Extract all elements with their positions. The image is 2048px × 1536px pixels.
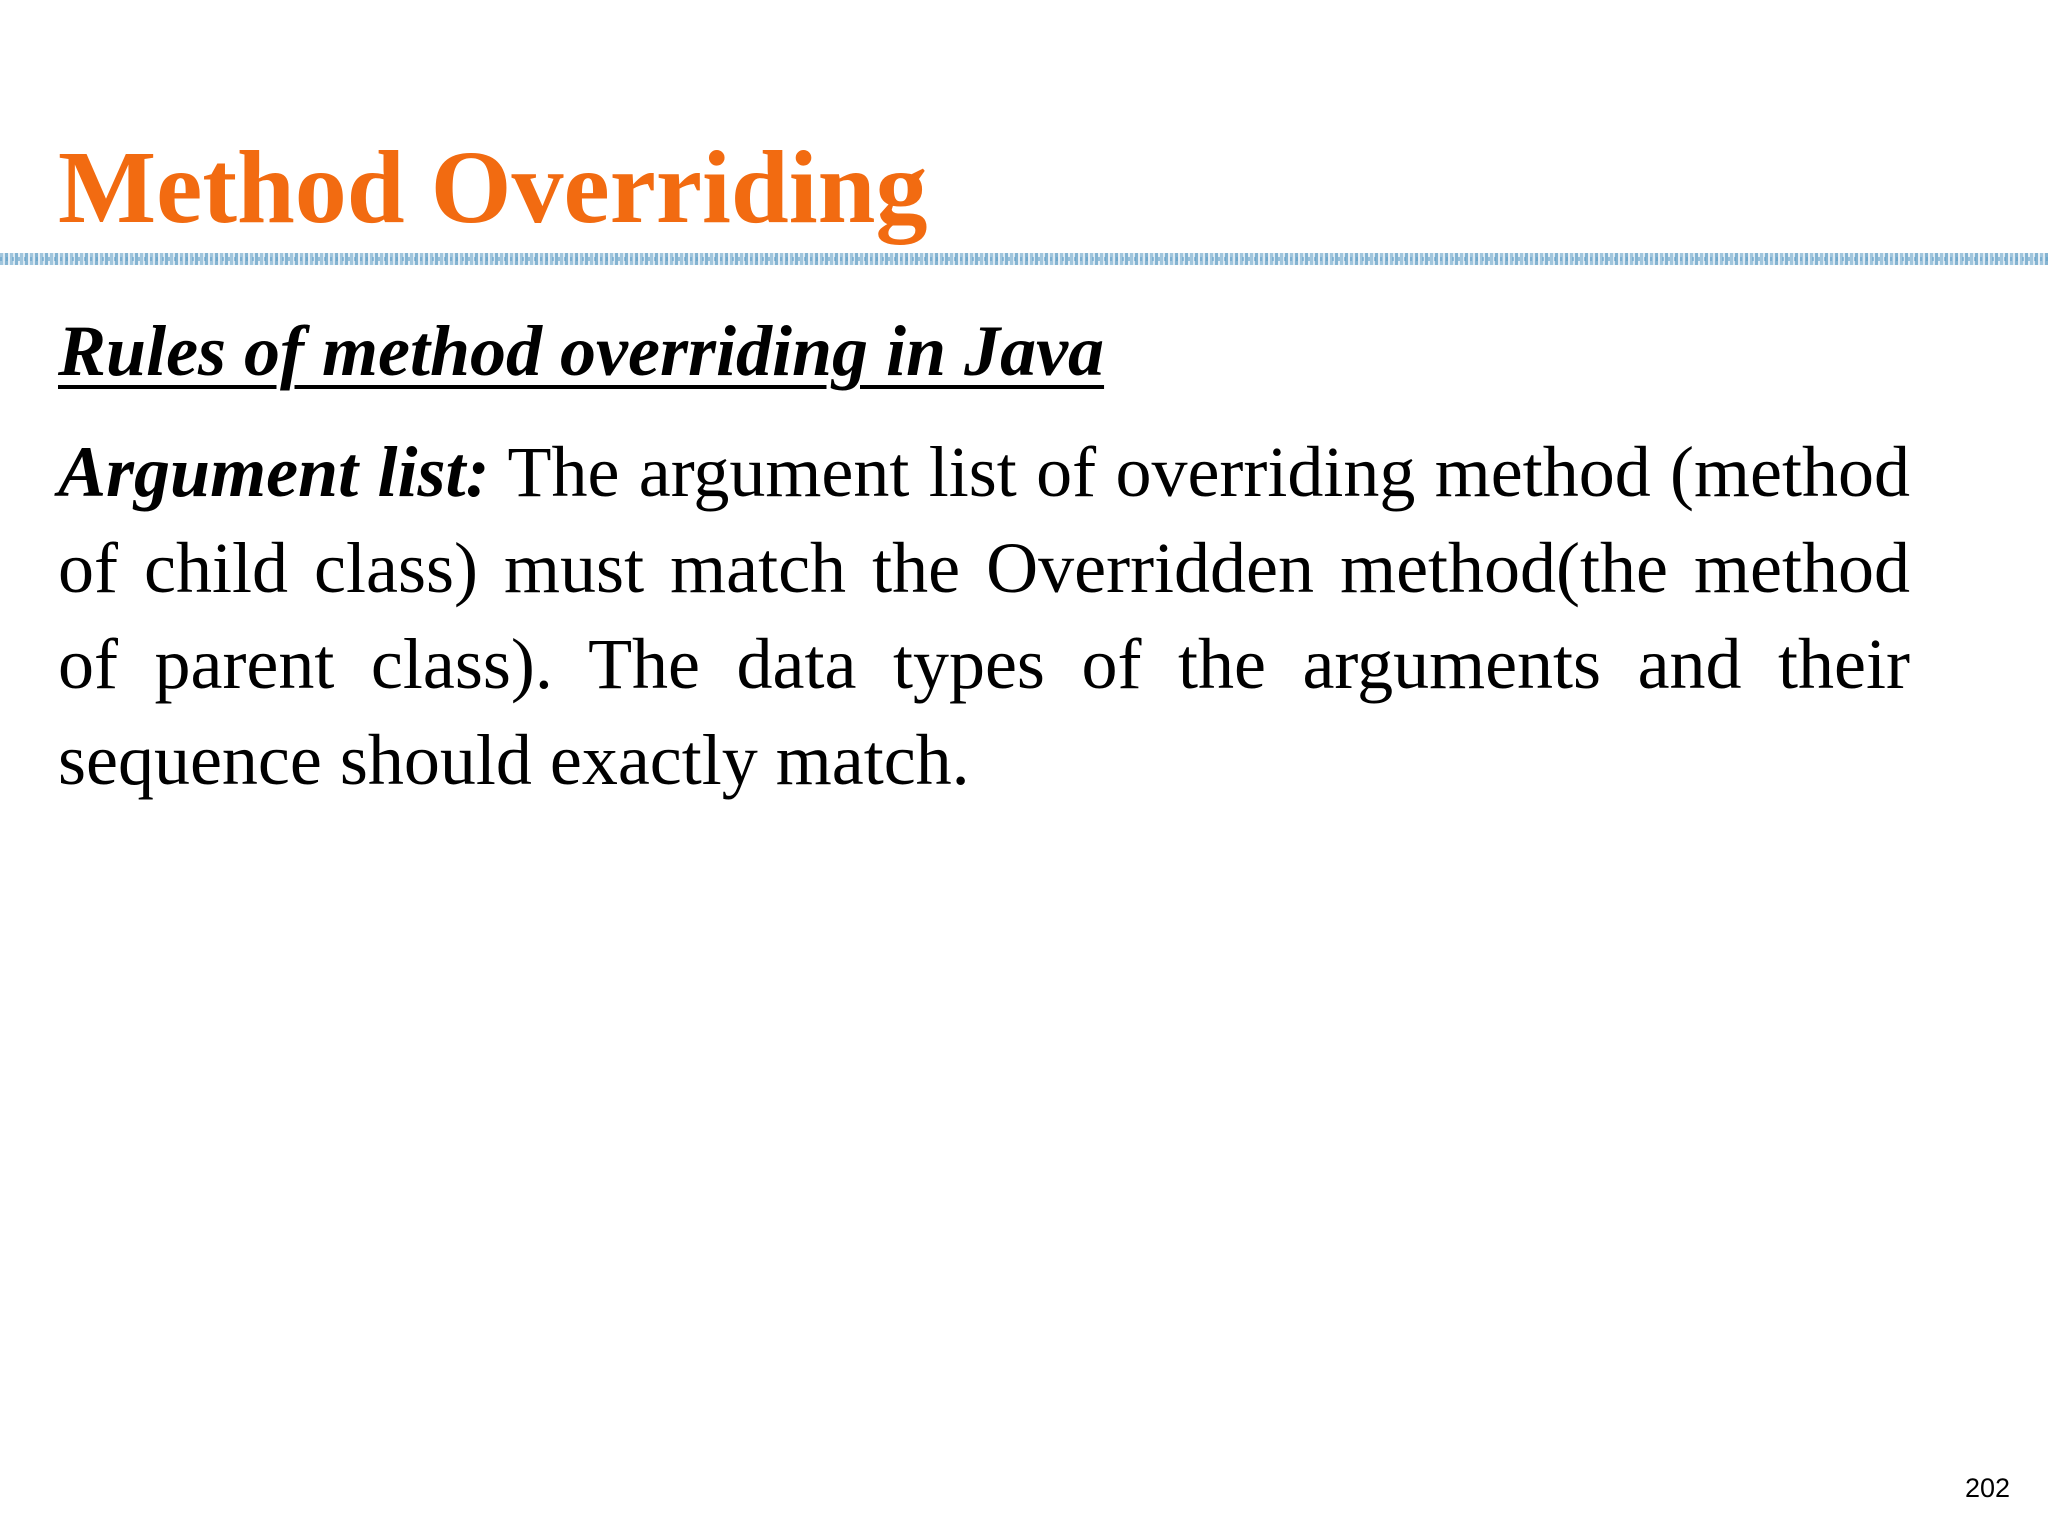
title-divider [0,253,2048,265]
page-number: 202 [1964,1473,2010,1503]
slide-title: Method Overriding [58,130,928,245]
argument-list-text: The argument list of overriding method (method of child class) must match the Overridden method(the method of parent class). The data types of the arguments and their sequence should exactly match. [58,432,1910,800]
argument-list-label: Argument list: [58,432,490,512]
body-paragraph [58,424,1910,808]
slide-subtitle: Rules of method overriding in Java [58,311,1105,391]
